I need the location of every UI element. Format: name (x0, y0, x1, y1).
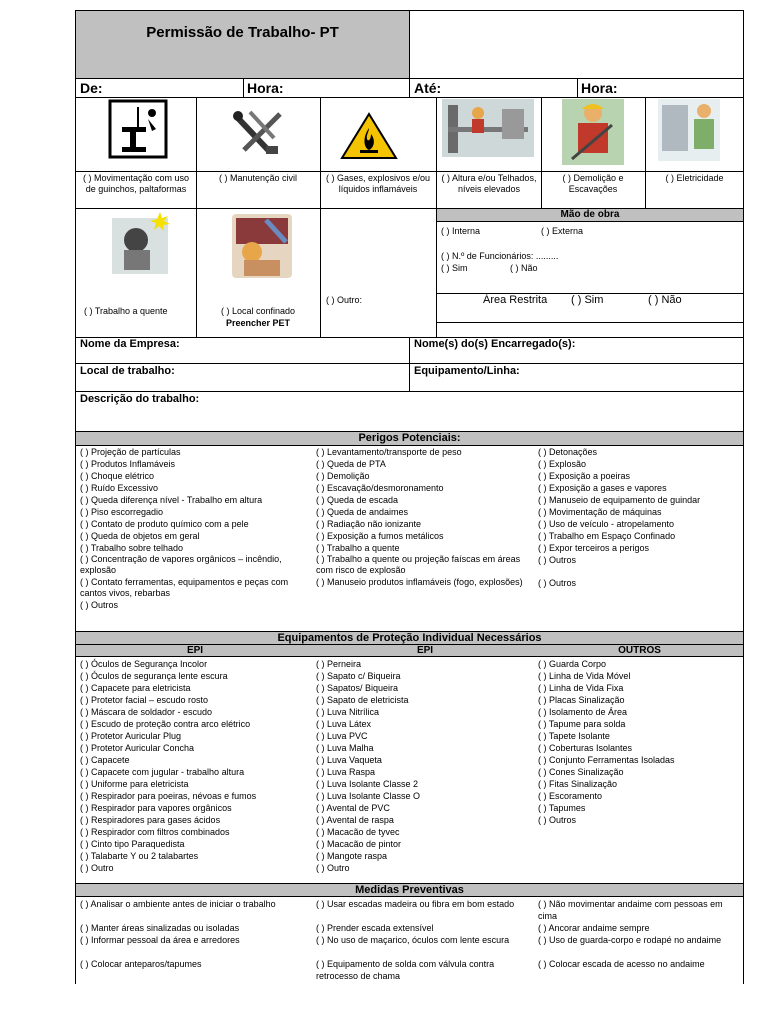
epi-item[interactable]: ( ) Tapume para solda (538, 719, 626, 729)
epi-title: Equipamentos de Proteção Individual Necessários (277, 632, 542, 644)
epi-item[interactable]: ( ) Linha de Vida Móvel (538, 671, 631, 681)
epi-item[interactable]: ( ) Fitas Sinalização (538, 779, 618, 789)
epi-item[interactable]: ( ) Uniforme para eletricista (80, 779, 189, 789)
hazard-item[interactable]: ( ) Concentração de vapores orgânicos – incêndio, explosão (80, 554, 282, 575)
confined-note: Preencher PET (225, 318, 291, 328)
labor-external[interactable]: ( ) Externa (541, 226, 584, 236)
preventive-item[interactable]: ( ) Prender escada extensível (316, 923, 434, 933)
hazards-col1 (80, 446, 314, 611)
epi-item[interactable]: ( ) Respirador com filtros combinados (80, 827, 230, 837)
hora1-label: Hora: (247, 80, 284, 96)
work-type-other[interactable]: ( ) Outro: (326, 295, 363, 305)
hazard-item[interactable]: ( ) Projeção de partículas (80, 447, 181, 457)
epi-item[interactable]: ( ) Protetor Auricular Concha (80, 743, 195, 753)
preventive-item[interactable]: ( ) Analisar o ambiente antes de iniciar o trabalho (80, 899, 276, 909)
labor-internal[interactable]: ( ) Interna (441, 226, 481, 236)
ate-label: Até: (414, 80, 442, 96)
hazards-title: Perigos Potenciais: (358, 432, 461, 444)
de-label: De: (80, 80, 103, 96)
epi-item[interactable]: ( ) Luva Raspa (316, 767, 376, 777)
hazard-item[interactable]: ( ) Explosão (538, 459, 587, 469)
epi-col3 (538, 658, 742, 826)
company-field[interactable]: Nome da Empresa: (80, 338, 180, 350)
preventive-col1 (80, 898, 314, 970)
hazard-item[interactable]: ( ) Movimentação de máquinas (538, 507, 662, 517)
epi-item[interactable]: ( ) Capacete com jugular - trabalho altura (80, 767, 245, 777)
page-title: Permissão de Trabalho- PT (146, 24, 339, 41)
epi-item[interactable]: ( ) Luva Látex (316, 719, 372, 729)
restricted-no[interactable]: ( ) Não (648, 294, 682, 306)
epi-item[interactable]: ( ) Luva Isolante Classe 2 (316, 779, 419, 789)
epi-item[interactable]: ( ) Linha de Vida Fixa (538, 683, 624, 693)
epi-item[interactable]: ( ) Avental de raspa (316, 815, 394, 825)
title-box (76, 11, 409, 78)
epi-item[interactable]: ( ) Guarda Corpo (538, 659, 607, 669)
hazard-item[interactable]: ( ) Detonações (538, 447, 598, 457)
epi-item[interactable]: ( ) Macacão de pintor (316, 839, 402, 849)
epi-item[interactable]: ( ) Sapatos/ Biqueira (316, 683, 399, 693)
epi-item[interactable]: ( ) Macacão de tyvec (316, 827, 400, 837)
epi-item[interactable]: ( ) Luva Vaqueta (316, 755, 382, 765)
epi-item[interactable]: ( ) Óculos de Segurança Incolor (80, 659, 208, 669)
work-type-gases[interactable]: ( ) Gases, explosivos e/ou líquidos inflamáveis (325, 173, 431, 194)
hora2-label: Hora: (581, 80, 618, 96)
preventive-item[interactable]: ( ) Não movimentar andaime com pessoas em cima (538, 899, 723, 921)
hazard-item[interactable]: ( ) Trabalho a quente (316, 543, 400, 553)
labor-no[interactable]: ( ) Não (510, 263, 538, 273)
epi-item[interactable]: ( ) Cones Sinalização (538, 767, 624, 777)
epi-item[interactable]: ( ) Outro (316, 863, 350, 873)
epi-header-2: EPI (416, 645, 434, 656)
welder-icon (108, 210, 172, 276)
preventive-item[interactable]: ( ) Colocar anteparos/tapumes (80, 959, 202, 969)
epi-item[interactable]: ( ) Capacete para eletricista (80, 683, 191, 693)
preventive-item[interactable]: ( ) No uso de maçarico, óculos com lente escura (316, 935, 510, 945)
hazard-item[interactable]: ( ) Uso de veículo - atropelamento (538, 519, 675, 529)
description-field[interactable]: Descrição do trabalho: (80, 393, 200, 405)
hazard-item[interactable]: ( ) Ruído Excessivo (80, 483, 159, 493)
restricted-area-label: Área Restrita (483, 294, 548, 306)
epi-item[interactable]: ( ) Outro (80, 863, 114, 873)
epi-header-3: OUTROS (618, 645, 661, 656)
flammable-warning-icon (340, 112, 398, 160)
epi-item[interactable]: ( ) Óculos de segurança lente escura (80, 671, 228, 681)
epi-item[interactable]: ( ) Tapumes (538, 803, 586, 813)
epi-item[interactable]: ( ) Luva Isolante Classe O (316, 791, 421, 801)
restricted-yes[interactable]: ( ) Sim (571, 294, 604, 306)
preventive-item[interactable]: ( ) Equipamento de solda com válvula contra retrocesso de chama (316, 959, 495, 981)
work-type-demolition[interactable]: ( ) Demolição e Escavações (562, 173, 624, 194)
hazard-item[interactable]: ( ) Outros (80, 600, 119, 610)
epi-item[interactable]: ( ) Placas Sinalização (538, 695, 625, 705)
hazard-item[interactable]: ( ) Radiação não ionizante (316, 519, 422, 529)
electrician-icon (658, 99, 720, 161)
epi-item[interactable]: ( ) Escudo de proteção contra arco elétrico (80, 719, 251, 729)
work-type-height[interactable]: ( ) Altura e/ou Telhados, níveis elevados (441, 173, 537, 194)
hazards-col3 (538, 446, 742, 589)
epi-item[interactable]: ( ) Sapato c/ Biqueira (316, 671, 401, 681)
hazard-item[interactable]: ( ) Contato ferramentas, equipamentos e peças com cantos vivos, rebarbas (80, 577, 289, 598)
height-work-icon (442, 99, 534, 157)
work-type-confined[interactable]: ( ) Local confinado (220, 306, 296, 316)
tools-icon (230, 108, 288, 160)
epi-item[interactable]: ( ) Respirador para vapores orgânicos (80, 803, 232, 813)
preventive-col3 (538, 898, 740, 970)
epi-item[interactable]: ( ) Conjunto Ferramentas Isoladas (538, 755, 675, 765)
supervisors-field[interactable]: Nome(s) do(s) Encarregado(s): (414, 338, 576, 350)
work-type-lifting[interactable]: ( ) Movimentação com uso de guinchos, paltaformas (82, 173, 190, 194)
hazard-item[interactable]: ( ) Exposição a poeiras (538, 471, 631, 481)
preventive-item[interactable]: ( ) Informar pessoal da área e arredores (80, 935, 240, 945)
excavation-worker-icon (562, 99, 624, 165)
hazard-item[interactable]: ( ) Exposição a gases e vapores (538, 483, 667, 493)
epi-item[interactable]: ( ) Perneira (316, 659, 362, 669)
hazard-item[interactable]: ( ) Levantamento/transporte de peso (316, 447, 462, 457)
epi-item[interactable]: ( ) Luva PVC (316, 731, 368, 741)
equipment-field[interactable]: Equipamento/Linha: (414, 365, 520, 377)
hazard-item[interactable]: ( ) Exposição a fumos metálicos (316, 531, 444, 541)
preventive-item[interactable]: ( ) Uso de guarda-corpo e rodapé no andaime (538, 935, 722, 945)
hazard-item[interactable]: ( ) Queda de escada (316, 495, 399, 505)
epi-item[interactable]: ( ) Cinto tipo Paraquedista (80, 839, 185, 849)
hazard-item[interactable]: ( ) Trabalho a quente ou projeção faíscas em áreas com risco de explosão (316, 554, 521, 575)
hazard-item[interactable]: ( ) Contato de produto químico com a pele (80, 519, 249, 529)
labor-yes[interactable]: ( ) Sim (441, 263, 468, 273)
epi-item[interactable]: ( ) Respirador para poeiras, névoas e fumos (80, 791, 257, 801)
preventive-item[interactable]: ( ) Ancorar andaime sempre (538, 923, 650, 933)
labor-title: Mão de obra (560, 209, 620, 220)
hazard-item[interactable]: ( ) Trabalho em Espaço Confinado (538, 531, 676, 541)
preventive-item[interactable]: ( ) Usar escadas madeira ou fibra em bom estado (316, 899, 515, 909)
hazard-item[interactable]: ( ) Piso escorregadio (80, 507, 164, 517)
hazard-item[interactable]: ( ) Outros (538, 578, 577, 588)
hazard-item[interactable]: ( ) Produtos Inflamáveis (80, 459, 176, 469)
epi-item[interactable]: ( ) Protetor Auricular Plug (80, 731, 182, 741)
epi-item[interactable]: ( ) Luva Nitrílica (316, 707, 380, 717)
hazard-item[interactable]: ( ) Queda de andaimes (316, 507, 409, 517)
epi-item[interactable]: ( ) Escoramento (538, 791, 603, 801)
hazard-item[interactable]: ( ) Demolição (316, 471, 370, 481)
workplace-field[interactable]: Local de trabalho: (80, 365, 175, 377)
hazard-item[interactable]: ( ) Choque elétrico (80, 471, 155, 481)
labor-employees[interactable]: ( ) N.º de Funcionários: ......... (441, 251, 559, 261)
hazard-item[interactable]: ( ) Expor terceiros a perigos (538, 543, 650, 553)
hazard-item[interactable]: ( ) Manuseio produtos inflamáveis (fogo, explosões) (316, 577, 523, 587)
epi-col1 (80, 658, 314, 874)
hazard-item[interactable]: ( ) Escavação/desmoronamento (316, 483, 444, 493)
crane-lifting-icon (108, 99, 168, 159)
hazard-item[interactable]: ( ) Trabalho sobre telhado (80, 543, 184, 553)
preventive-item[interactable]: ( ) Manter áreas sinalizadas ou isoladas (80, 923, 240, 933)
epi-item[interactable]: ( ) Protetor facial – escudo rosto (80, 695, 209, 705)
preventive-item[interactable]: ( ) Colocar escada de acesso no andaime (538, 959, 705, 969)
epi-item[interactable]: ( ) Mangote raspa (316, 851, 388, 861)
epi-item[interactable]: ( ) Respiradores para gases ácidos (80, 815, 221, 825)
preventive-title: Medidas Preventivas (355, 884, 464, 896)
epi-item[interactable]: ( ) Outros (538, 815, 577, 825)
epi-col2 (316, 658, 536, 874)
hazard-item[interactable]: ( ) Queda de PTA (316, 459, 386, 469)
epi-item[interactable]: ( ) Capacete (80, 755, 130, 765)
work-type-hot-work[interactable]: ( ) Trabalho a quente (84, 306, 168, 316)
confined-space-icon (230, 212, 294, 280)
epi-item[interactable]: ( ) Coberturas Isolantes (538, 743, 633, 753)
epi-item[interactable]: ( ) Avental de PVC (316, 803, 390, 813)
preventive-col2 (316, 898, 532, 982)
hazard-item[interactable]: ( ) Queda de objetos em geral (80, 531, 200, 541)
epi-item[interactable]: ( ) Talabarte Y ou 2 talabartes (80, 851, 199, 861)
hazard-item[interactable]: ( ) Queda diferença nível - Trabalho em altura (80, 495, 263, 505)
hazard-item[interactable]: ( ) Outros (538, 555, 577, 565)
work-type-electricity[interactable]: ( ) Eletricidade (665, 173, 724, 183)
hazard-item[interactable]: ( ) Manuseio de equipamento de guindar (538, 495, 701, 505)
epi-item[interactable]: ( ) Luva Malha (316, 743, 374, 753)
epi-header-1: EPI (186, 645, 204, 656)
hazards-col2 (316, 446, 536, 588)
work-type-civil[interactable]: ( ) Manutenção civil (218, 173, 298, 183)
epi-item[interactable]: ( ) Isolamento de Área (538, 707, 628, 717)
epi-item[interactable]: ( ) Sapato de eletricista (316, 695, 409, 705)
epi-item[interactable]: ( ) Máscara de soldador - escudo (80, 707, 213, 717)
epi-item[interactable]: ( ) Tapete Isolante (538, 731, 610, 741)
